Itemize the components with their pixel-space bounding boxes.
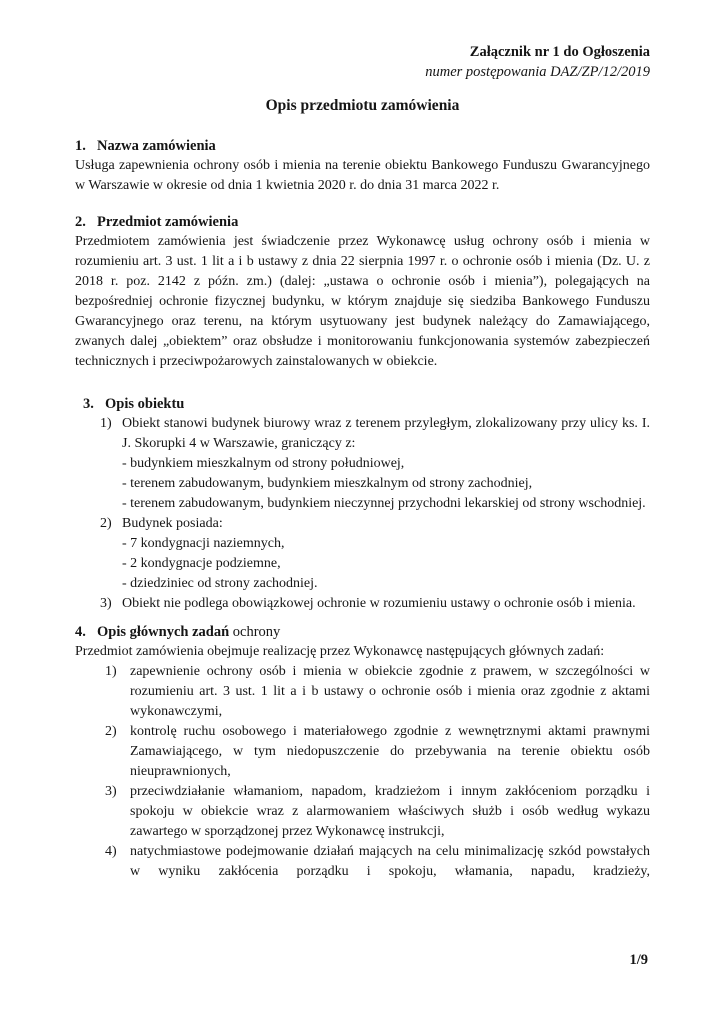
list-item-number: 3) [105,784,117,799]
document-header [75,42,650,82]
list-item [105,842,650,882]
section-4-heading-bold: Opis głównych zadań [97,624,230,640]
list-item-body [130,842,650,882]
list-item-text: Obiekt nie podlega obowiązkowej ochronie w rozumieniu ustawy o ochronie osób i mienia. [122,596,636,611]
document-content [75,42,650,882]
section-przedmiot-zamowienia [75,212,650,372]
section-opis-obiektu [83,394,650,614]
list-item-number: 4) [105,844,117,859]
section-3-list [100,414,650,614]
section-3-number: 3. [83,396,94,412]
section-1-number: 1. [75,138,86,154]
list-item-text: Obiekt stanowi budynek biurowy wraz z terenem przyległym, zlokalizowany przy ulicy ks. I. J. Skorupki 4 w Warszawie, graniczący z: [122,416,650,451]
section-nazwa-zamowienia [75,136,650,196]
section-3-heading-label: Opis obiektu [105,396,185,412]
list-item [100,414,650,514]
list-item-body [130,782,650,842]
list-item-text: przeciwdziałanie włamaniom, napadom, kradzieżom i innym zakłóceniom porządku i spokoju w obiekcie wraz z alarmowaniem właściwych służb i osób według wykazu zawartego w sporządzonej przez Wykonawcę instrukcji, [130,784,650,839]
list-item [105,722,650,782]
list-item [100,594,650,614]
sub-list-item: - dziedziniec od strony zachodniej. [122,576,318,591]
list-item [105,662,650,722]
sub-list-item: - 7 kondygnacji naziemnych, [122,536,285,551]
section-2-heading-label: Przedmiot zamówienia [97,214,239,230]
list-item-body [130,662,650,722]
attachment-line: Załącznik nr 1 do Ogłoszenia [469,44,650,60]
list-item-text: kontrolę ruchu osobowego i materiałowego zgodnie z wewnętrznymi aktami prawnymi Zamawiającego, w tym niedopuszczenie do przebywania na terenie obiektu osób nieuprawnionych, [130,724,650,779]
page-title: Opis przedmiotu zamówienia [265,97,460,114]
list-item-body [122,414,650,514]
sub-list-item: - terenem zabudowanym, budynkiem nieczynnej przychodni lekarskiej od strony wschodniej. [122,496,646,511]
section-4-heading-suffix: ochrony [232,624,281,640]
sub-list-item: - 2 kondygnacje podziemne, [122,556,281,571]
list-item-number: 1) [105,664,117,679]
section-4-intro: Przedmiot zamówienia obejmuje realizację przez Wykonawcę następujących głównych zadań: [75,644,605,659]
list-item-text: Budynek posiada: [122,516,223,531]
list-item [100,514,650,594]
section-2-number: 2. [75,214,86,230]
section-1-paragraph: Usługa zapewnienia ochrony osób i mienia na terenie obiektu Bankowego Funduszu Gwarancyjnego w Warszawie w okresie od dnia 1 kwietnia 2020 r. do dnia 31 marca 2022 r. [75,158,650,193]
sub-list-item: - terenem zabudowanym, budynkiem mieszkalnym od strony zachodniej, [122,476,533,491]
list-item-number: 2) [100,516,112,531]
section-4-heading-label [97,622,280,642]
case-number-line: numer postępowania DAZ/ZP/12/2019 [425,64,650,80]
list-item-number: 3) [100,596,112,611]
section-4-heading [75,622,650,642]
section-1-heading-label: Nazwa zamówienia [97,138,216,154]
section-3-heading [83,394,650,414]
list-item-body [130,722,650,782]
list-item-text: natychmiastowe podejmowanie działań mających na celu minimalizację szkód powstałych w wyniku zakłócenia porządku i spokoju, włamania, napadu, kradzieży, [130,844,650,879]
list-item-number: 1) [100,416,112,431]
section-2-paragraph: Przedmiotem zamówienia jest świadczenie przez Wykonawcę usług ochrony osób i mienia w rozumieniu art. 3 ust. 1 lit a i b ustawy z dnia 22 sierpnia 1997 r. o ochronie osób i mienia (Dz. U. z 2018 r. poz. 2142 z późn. zm.) (dalej: „ustawa o ochronie osób i mienia”), polegających na bezpośredniej ochronie fizycznej budynku, w którym znajduje się siedziba Bankowego Funduszu Gwarancyjnego oraz terenu, na którym usytuowany jest budynek należący do Zamawiającego, zwanych dalej „obiektem” oraz obsłudze i monitorowaniu funkcjonowania systemów zabezpieczeń technicznych i przeciwpożarowych zainstalowanych w obiekcie. [75,234,650,369]
list-item-number: 2) [105,724,117,739]
page-number: 1/9 [629,952,648,968]
list-item-body [122,594,650,614]
section-2-heading [75,212,650,232]
list-item-text: zapewnienie ochrony osób i mienia w obiekcie zgodnie z prawem, w szczególności w rozumieniu art. 3 ust. 1 lit a i b ustawy o ochronie osób i mienia oraz zgodnie z aktami wykonawczymi, [130,664,650,719]
sub-list-item: - budynkiem mieszkalnym od strony południowej, [122,456,405,471]
section-4-list [105,662,650,882]
list-item-body [122,514,650,594]
section-4-number: 4. [75,624,86,640]
list-item [105,782,650,842]
section-1-heading [75,136,650,156]
section-opis-glownych-zadan [75,622,650,882]
